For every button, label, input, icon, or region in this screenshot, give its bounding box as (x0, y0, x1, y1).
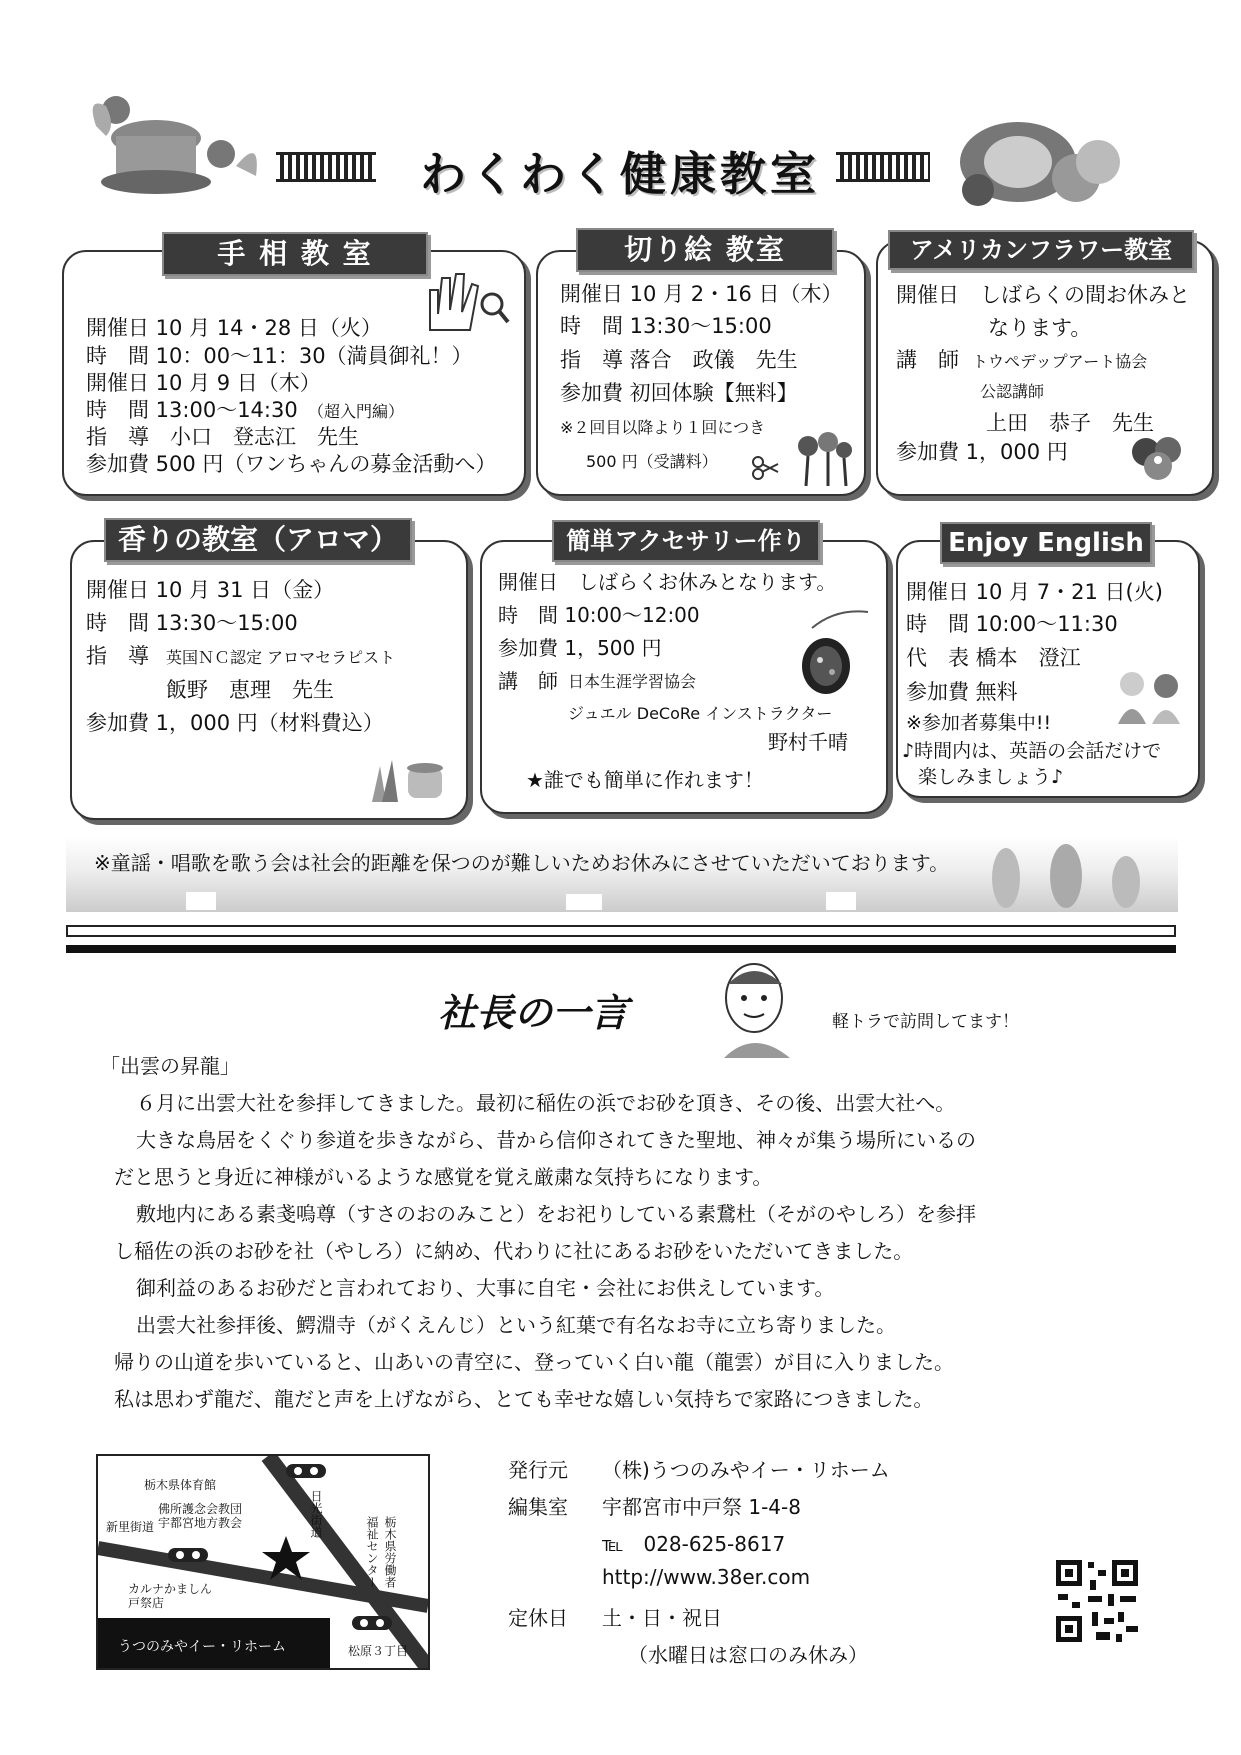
map-label-nikko-road: 日光街道 (309, 1490, 323, 1538)
publisher-label: 発行元 (508, 1458, 568, 1482)
closed-label: 定休日 (508, 1606, 568, 1630)
access-map (96, 1454, 430, 1670)
page-title: わくわく健康教室 (420, 147, 820, 201)
map-label-labor-center1: 栃木県労働者 (383, 1516, 397, 1588)
flower-line-instructor-label: 講 師 (896, 348, 959, 372)
office-address: 宇都宮市中戸祭 1-4-8 (602, 1495, 801, 1519)
map-label-karuna2: 戸祭店 (128, 1596, 165, 1610)
palm-line-time1: 時 間 10：00〜11：30（満員御礼！） (86, 344, 473, 368)
accessory-line-tagline: ★誰でも簡単に作れます！ (526, 768, 764, 792)
english-class-tab: Enjoy English (940, 522, 1152, 564)
accessory-class-tab: 簡単アクセサリー作り (552, 520, 820, 562)
ceo-paragraph-line: 帰りの山道を歩いていると、山あいの青空に、登っていく白い龍（龍雲）が目に入りました。 (114, 1350, 954, 1374)
aroma-line-time: 時 間 13:30〜15:00 (86, 611, 298, 635)
accessory-line-instructor: 野村千晴 (768, 730, 848, 754)
squirrel-stump-illustration (86, 86, 266, 198)
accessory-line-fee: 参加費 1，500 円 (498, 636, 662, 660)
qr-code-icon[interactable] (1052, 1556, 1142, 1646)
ceo-paragraph-line: し稲佐の浜のお砂を社（やしろ）に納め、代わりに社にあるお砂をいただいてきました。 (114, 1239, 914, 1263)
header-band-left (276, 152, 376, 182)
header-band-right (836, 152, 930, 182)
english-line-note1: ♪時間内は、英語の会話だけで (902, 740, 1162, 762)
map-label-church1: 佛所護念会教団 (158, 1502, 243, 1516)
office-url[interactable]: http://www.38er.com (602, 1565, 811, 1589)
kirie-line-time: 時 間 13:30〜15:00 (560, 314, 772, 338)
flower-class-tab: アメリカンフラワー教室 (888, 230, 1194, 270)
english-line-rep: 代 表 橋本 澄江 (906, 646, 1081, 670)
notice-text: ※童謡・唱歌を歌う会は社会的距離を保つのが難しいためお休みにさせていただいております。 (94, 851, 950, 875)
palm-line-beginner: （超入門編） (308, 402, 405, 421)
kirie-line-fee: 参加費 初回体験【無料】 (560, 381, 798, 405)
aroma-line-date: 開催日 10 月 31 日（金） (86, 578, 335, 602)
kirie-line-note-fee: 500 円（受講料） (586, 452, 718, 471)
aroma-line-fee: 参加費 1，000 円（材料費込） (86, 711, 384, 735)
map-label-church2: 宇都宮地方教会 (158, 1516, 243, 1530)
ceo-paragraph-line: 私は思わず龍だ、龍だと声を上げながら、とても幸せな嬉しい気持ちで家路につきました。 (114, 1387, 934, 1411)
accessory-line-date: 開催日 しばらくお休みとなります。 (498, 570, 837, 594)
pansy-icon (1126, 434, 1190, 486)
president-caricature-illustration (704, 958, 820, 1062)
kirie-class-tab: 切り絵 教室 (576, 228, 834, 272)
kirie-line-date: 開催日 10 月 2・16 日（木） (560, 282, 843, 306)
accessory-line-title: ジュエル DeCoRe インストラクター (568, 704, 833, 723)
flower-line-date-cont: なります。 (988, 316, 1092, 340)
english-line-time: 時 間 10:00〜11:30 (906, 612, 1118, 636)
kirie-line-note: ※２回目以降より１回につき (560, 418, 766, 437)
palm-line-date1: 開催日 10 月 14・28 日（火） (86, 316, 382, 340)
flower-line-association: トウペデップアート協会 (972, 352, 1148, 371)
flower-line-fee: 参加費 1，000 円 (896, 440, 1068, 464)
palm-line-instructor: 指 導 小口 登志江 先生 (86, 425, 359, 449)
aroma-pot-icon (368, 746, 450, 804)
english-line-date: 開催日 10 月 7・21 日(火) (906, 580, 1163, 604)
palm-reading-icon (420, 270, 512, 336)
english-line-fee: 参加費 無料 (906, 680, 1018, 704)
pumpkin-fruit-illustration (948, 112, 1126, 212)
aroma-class-tab: 香りの教室（アロマ） (104, 518, 412, 562)
conversation-icon (1112, 668, 1188, 724)
divider-thin (66, 925, 1176, 937)
ceo-paragraph-line: 出雲大社参拝後、鰐淵寺（がくえんじ）という紅葉で有名なお寺に立ち寄りました。 (136, 1313, 896, 1337)
aroma-line-instructor: 飯野 恵理 先生 (166, 678, 334, 702)
closed-note: （水曜日は窓口のみ休み） (628, 1643, 868, 1667)
ceo-paragraph-line: 大きな鳥居をくぐり参道を歩きながら、昔から信仰されてきた聖地、神々が集う場所にいるの (136, 1128, 976, 1152)
english-line-note2: 楽しみましょう♪ (918, 766, 1064, 788)
map-label-gym: 栃木県体育館 (144, 1478, 217, 1492)
map-label-matsubara: 松原３丁目 (348, 1644, 409, 1658)
scissors-flowers-icon (748, 432, 852, 488)
office-tel: ℡ 028-625-8617 (602, 1532, 786, 1556)
aroma-line-certification: 英国ＮＣ認定 アロマセラピスト (166, 648, 396, 667)
map-label-labor-center2: 福祉センター (365, 1516, 379, 1588)
divider-thick (66, 945, 1176, 953)
closed-days: 土・日・祝日 (602, 1606, 722, 1630)
ceo-paragraph-line: ６月に出雲大社を参拝してきました。最初に稲佐の浜でお砂を頂き、その後、出雲大社へ。 (136, 1091, 956, 1115)
flower-line-instructor: 上田 恭子 先生 (986, 411, 1154, 435)
ceo-heading: 「出雲の昇龍」 (100, 1054, 240, 1078)
office-label: 編集室 (508, 1495, 568, 1519)
ceo-caption: 軽トラで訪問してます！ (832, 1012, 1019, 1032)
aroma-line-instructor-label: 指 導 (86, 644, 149, 668)
palm-line-time2: 時 間 13:00〜14:30 (86, 398, 298, 422)
ceo-paragraph-line: 御利益のあるお砂だと言われており、大事に自宅・会社にお供えしています。 (136, 1276, 835, 1300)
kirie-line-instructor: 指 導 落合 政儀 先生 (560, 348, 798, 372)
accessory-line-time: 時 間 10:00〜12:00 (498, 603, 700, 627)
palm-line-fee: 参加費 500 円（ワンちゃんの募金活動へ） (86, 452, 497, 476)
map-label-karuna1: カルナかましん (128, 1582, 213, 1596)
publisher-name: （株)うつのみやイー・リホーム (602, 1458, 890, 1482)
palm-class-tab: 手 相 教 室 (162, 232, 428, 276)
map-label-niisato-road: 新里街道 (106, 1520, 155, 1534)
flower-line-date: 開催日 しばらくの間お休みと (896, 283, 1190, 307)
map-label-company: うつのみやイー・リホーム (118, 1639, 286, 1655)
flower-line-certified: 公認講師 (980, 382, 1045, 401)
accessory-line-instructor-label: 講 師 (498, 669, 558, 693)
ceo-column-title: 社長の一言 (438, 991, 629, 1035)
accessory-line-association: 日本生涯学習協会 (568, 672, 697, 691)
palm-line-date2: 開催日 10 月 9 日（木） (86, 371, 321, 395)
pendant-icon (796, 608, 874, 698)
ceo-paragraph-line: だと思うと身近に神様がいるような感覚を覚え厳粛な気持ちになります。 (114, 1165, 773, 1189)
english-line-recruit: ※参加者募集中!! (906, 712, 1052, 734)
ceo-paragraph-line: 敷地内にある素戔嗚尊（すさのおのみこと）をお祀りしている素鵞杜（そがのやしろ）を参拝 (136, 1202, 976, 1226)
